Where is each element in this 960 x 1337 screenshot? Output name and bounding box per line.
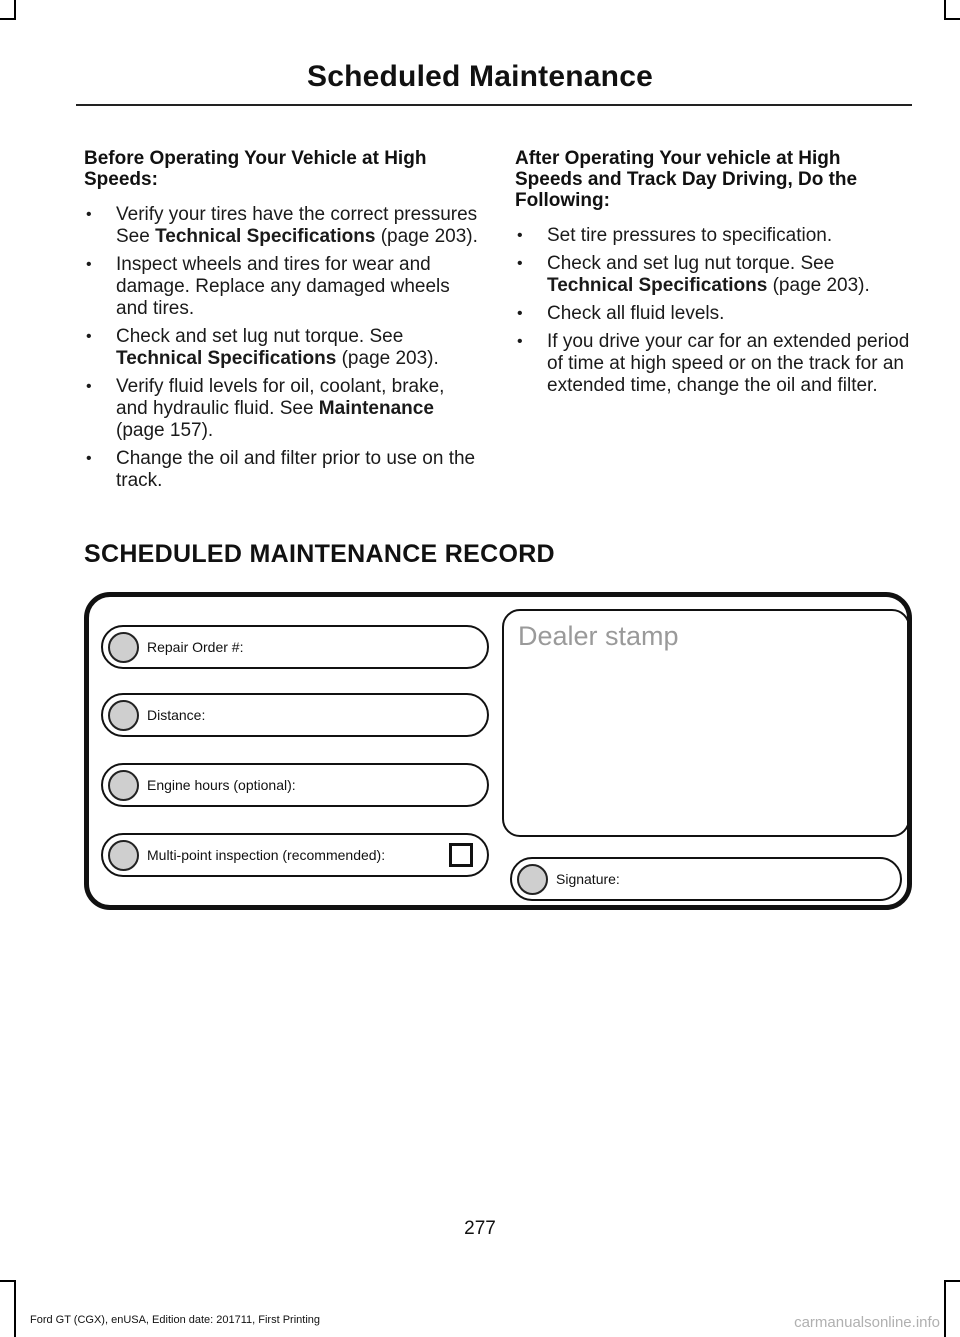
- before-operating-list: [84, 204, 479, 492]
- list-item: • Check and set lug nut torque. See Technical Specifications (page 203).: [515, 253, 910, 297]
- list-item: • Change the oil and filter prior to use on the track.: [84, 448, 479, 492]
- edition-footer: Ford GT (CGX), enUSA, Edition date: 201711, First Printing: [30, 1314, 320, 1326]
- page-number: 277: [464, 1218, 496, 1239]
- after-operating-list: [515, 225, 910, 397]
- bullet-circle-icon: [108, 700, 139, 731]
- list-item: • Set tire pressures to specification.: [515, 225, 910, 247]
- crop-mark: [14, 0, 16, 20]
- after-operating-section: [515, 148, 910, 403]
- engine-hours-field[interactable]: [101, 763, 489, 807]
- list-item: • Check all fluid levels.: [515, 303, 910, 325]
- distance-label: Distance:: [147, 707, 206, 723]
- cross-reference-link[interactable]: Technical Specifications: [547, 275, 768, 296]
- multi-point-inspection-field: [101, 833, 489, 877]
- list-item: • Inspect wheels and tires for wear and damage. Replace any damaged wheels and tires.: [84, 254, 479, 320]
- signature-field[interactable]: [510, 857, 902, 901]
- list-item: • Verify your tires have the correct pressures See Technical Specifications (page 203).: [84, 204, 479, 248]
- list-item: • If you drive your car for an extended period of time at high speed or on the track for an extended time, change the oil and filter.: [515, 331, 910, 397]
- dealer-stamp-box: [502, 609, 910, 837]
- bullet-circle-icon: [517, 864, 548, 895]
- signature-label: Signature:: [556, 871, 620, 887]
- cross-reference-link[interactable]: Maintenance: [318, 398, 434, 419]
- dealer-stamp-label: Dealer stamp: [518, 621, 679, 651]
- crop-mark: [944, 1280, 960, 1282]
- engine-hours-label: Engine hours (optional):: [147, 777, 296, 793]
- inspection-checkbox[interactable]: [449, 843, 473, 867]
- before-operating-section: [84, 148, 479, 498]
- crop-mark: [944, 1280, 946, 1337]
- page-title: Scheduled Maintenance: [307, 60, 653, 93]
- bullet-circle-icon: [108, 770, 139, 801]
- section-title: SCHEDULED MAINTENANCE RECORD: [84, 540, 555, 568]
- list-item: • Check and set lug nut torque. See Technical Specifications (page 203).: [84, 326, 479, 370]
- bullet-circle-icon: [108, 632, 139, 663]
- cross-reference-link[interactable]: Technical Specifications: [116, 348, 337, 369]
- repair-order-label: Repair Order #:: [147, 639, 244, 655]
- crop-mark: [14, 1280, 16, 1337]
- distance-field[interactable]: [101, 693, 489, 737]
- list-item: • Verify fluid levels for oil, coolant, brake, and hydraulic fluid. See Maintenance (page 157).: [84, 376, 479, 442]
- repair-order-field[interactable]: [101, 625, 489, 669]
- bullet-circle-icon: [108, 840, 139, 871]
- multi-point-inspection-label: Multi-point inspection (recommended):: [147, 847, 386, 863]
- header-divider: [76, 104, 912, 106]
- watermark: carmanualsonline.info: [794, 1314, 940, 1331]
- crop-mark: [0, 18, 16, 20]
- crop-mark: [944, 18, 960, 20]
- crop-mark: [0, 1280, 16, 1282]
- before-operating-heading: Before Operating Your Vehicle at High Speeds:: [84, 148, 427, 190]
- after-operating-heading: After Operating Your vehicle at High Speeds and Track Day Driving, Do the Following:: [515, 148, 858, 211]
- crop-mark: [944, 0, 946, 20]
- maintenance-record-card: [84, 592, 912, 910]
- cross-reference-link[interactable]: Technical Specifications: [155, 226, 376, 247]
